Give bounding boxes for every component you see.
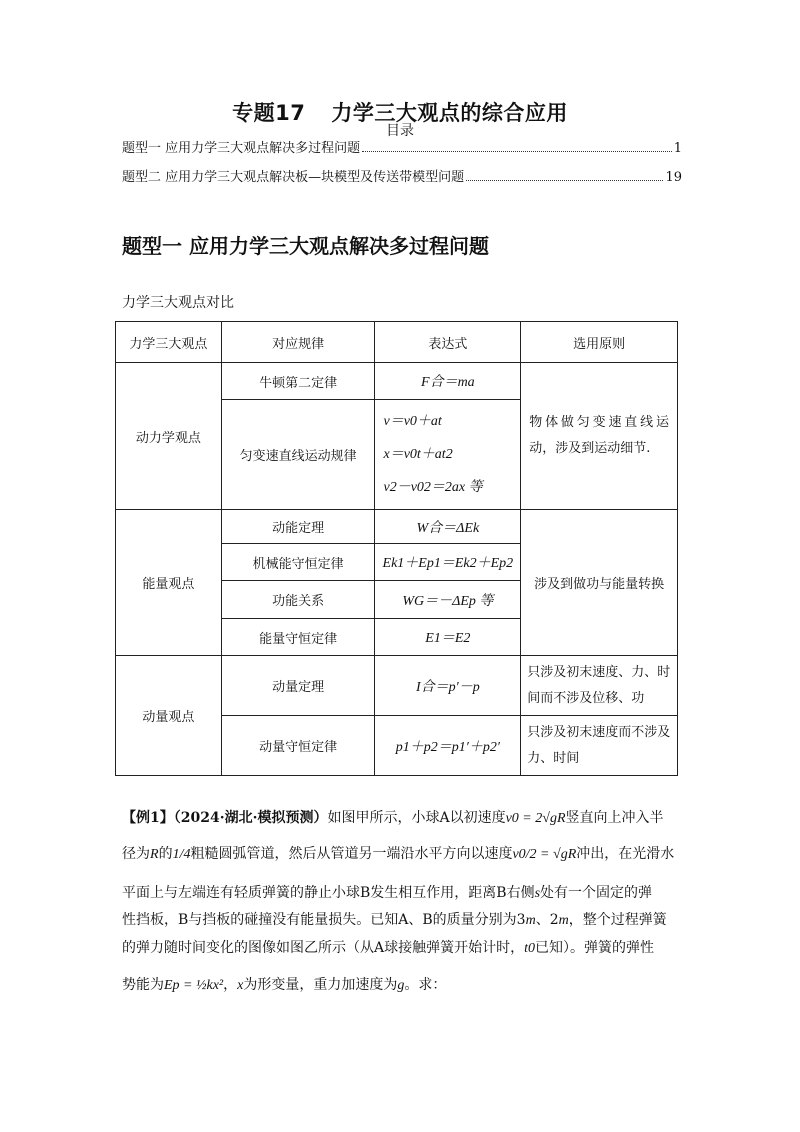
example-text: 。求： <box>404 977 447 993</box>
law-cell: 匀变速直线运动规律 <box>221 400 375 510</box>
principle-energy: 涉及到做功与能量转换 <box>521 510 678 656</box>
section-heading: 题型一 应用力学三大观点解决多过程问题 <box>122 234 489 258</box>
example-line-1 <box>122 808 682 829</box>
example-text: 已知）。弹簧的弹性 <box>535 940 654 956</box>
example-line-2 <box>122 844 682 865</box>
table-header: 力学三大观点 <box>116 322 222 363</box>
table-header: 选用原则 <box>521 322 678 363</box>
expr-cell: I合＝p′－p <box>375 656 521 716</box>
toc-leader <box>466 180 663 181</box>
expr-cell: F合＝ma <box>375 363 521 400</box>
comparison-table <box>115 321 678 776</box>
table-row <box>116 656 678 716</box>
example-line-4 <box>122 910 682 931</box>
toc-entry-label: 题型一 应用力学三大观点解决多过程问题 <box>122 141 361 156</box>
view-momentum: 动量观点 <box>116 656 222 776</box>
title-prefix: 专题17 <box>232 101 306 125</box>
toc-entry-page: 19 <box>665 170 682 185</box>
distance-symbol: s <box>534 886 541 901</box>
principle-dynamics: 物体做匀变速直线运动，涉及到运动细节. <box>521 363 678 510</box>
toc-entry-2[interactable] <box>122 166 682 185</box>
example-text: 的弹力随时间变化的图像如图乙所示（从A球接触弹簧开始计时， <box>122 940 525 956</box>
view-dynamics: 动力学观点 <box>116 363 222 510</box>
expr-line: v2－v02＝2ax 等 <box>383 480 483 495</box>
example-text: 性挡板，B与挡板的碰撞没有能量损失。已知A、B的质量分别为3 <box>122 912 526 928</box>
expr-line: v＝v0＋at <box>383 414 442 429</box>
table-row <box>116 510 678 544</box>
expr-cell: Ek1＋Ep1＝Ek2＋Ep2 <box>375 544 521 581</box>
example-line-6 <box>122 975 682 996</box>
example-line-5 <box>122 938 682 959</box>
principle-cell: 只涉及初末速度、力、时间而不涉及位移、功 <box>521 656 678 716</box>
radius-symbol: R <box>150 847 159 862</box>
toc-entry-page: 1 <box>673 141 682 156</box>
expr-cell: W合＝ΔEk <box>375 510 521 544</box>
example-text: 、2 <box>535 912 559 928</box>
law-cell: 能量守恒定律 <box>221 619 375 656</box>
example-line-3 <box>122 883 682 904</box>
law-cell: 动能定理 <box>221 510 375 544</box>
v0-expression: v0 = 2√gR <box>505 811 566 826</box>
toc-entry-label: 题型二 应用力学三大观点解决板—块模型及传送带模型问题 <box>122 170 465 185</box>
expr-line: x＝v0t＋at2 <box>383 447 453 462</box>
expr-cell: E1＝E2 <box>375 619 521 656</box>
example-text: 粗糙圆弧管道，然后从管道另一端沿水平方向以速度 <box>190 846 513 862</box>
time-symbol: t0 <box>524 941 535 956</box>
potential-energy-expression: Ep = ½kx² <box>164 978 224 993</box>
example-text: 平面上与左端连有轻质弹簧的静止小球B发生相互作用，距离B右侧 <box>122 885 535 901</box>
example-text: 如图甲所示，小球A以初速度 <box>327 810 506 826</box>
mass-symbol: m <box>525 913 536 928</box>
toc-entry-1[interactable] <box>122 137 682 156</box>
toc-heading: 目录 <box>386 123 414 139</box>
example-text: 处有一个固定的弹 <box>540 885 653 901</box>
law-cell: 牛顿第二定律 <box>221 363 375 400</box>
law-cell: 动量守恒定律 <box>221 716 375 776</box>
principle-cell: 只涉及初末速度而不涉及力、时间 <box>521 716 678 776</box>
table-header-row <box>116 322 678 363</box>
table-caption: 力学三大观点对比 <box>122 295 234 311</box>
example-text: 的 <box>158 846 173 862</box>
example-text: 势能为 <box>122 977 164 993</box>
example-text: 冲出，在光滑水 <box>576 846 675 862</box>
toc-leader <box>362 151 672 152</box>
law-cell: 机械能守恒定律 <box>221 544 375 581</box>
expr-cell: p1＋p2＝p1′＋p2′ <box>375 716 521 776</box>
table-row <box>116 363 678 400</box>
title-main: 力学三大观点的综合应用 <box>331 101 568 125</box>
table-header: 对应规律 <box>221 322 375 363</box>
law-cell: 功能关系 <box>221 581 375 619</box>
example-text: 为形变量，重力加速度为 <box>243 977 398 993</box>
deformation-symbol: x <box>237 978 244 993</box>
mass-symbol: m <box>558 913 569 928</box>
law-cell: 动量定理 <box>221 656 375 716</box>
table-header: 表达式 <box>375 322 521 363</box>
gravity-symbol: g <box>397 978 405 993</box>
expr-cell <box>375 400 521 510</box>
quarter-fraction: 1/4 <box>172 847 191 862</box>
example-text: 竖直向上冲入半 <box>565 810 664 826</box>
example-text: ， <box>223 977 238 993</box>
view-energy: 能量观点 <box>116 510 222 656</box>
half-velocity-expression: v0/2 = √gR <box>512 847 577 862</box>
expr-cell: WG＝－ΔEp 等 <box>375 581 521 619</box>
example-text: 径为 <box>122 846 150 862</box>
example-source: （2024·湖北·模拟预测） <box>173 810 328 826</box>
example-text: ，整个过程弹簧 <box>568 912 667 928</box>
example-tag: 【例1】 <box>122 810 174 826</box>
